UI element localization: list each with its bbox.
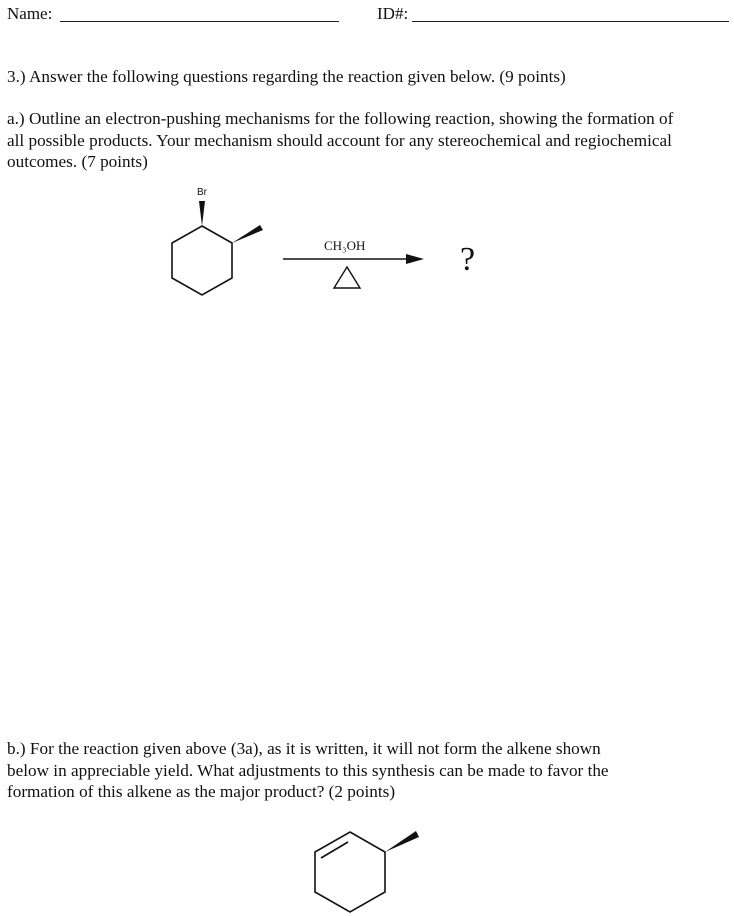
part-a-line-3: outcomes. (7 points)	[7, 152, 148, 171]
reaction-arrow-group	[283, 238, 424, 288]
name-blank[interactable]	[60, 21, 339, 22]
part-b-line-2: below in appreciable yield. What adjustments to this synthesis can be made to favor the	[7, 760, 609, 780]
part-a-line-2: all possible products. Your mechanism should account for any stereochemical and regiochemical	[7, 130, 672, 150]
question-3-title: 3.) Answer the following questions regarding the reaction given below. (9 points)	[7, 67, 566, 86]
bromine-label: Br	[197, 187, 207, 198]
bromine-wedge-bond	[199, 201, 205, 226]
reactant-structure	[172, 187, 263, 295]
cyclohexene-ring	[315, 832, 385, 912]
reagent-label: CH₃OH	[324, 238, 366, 253]
product-unknown: ?	[460, 241, 476, 278]
double-bond-line	[321, 842, 348, 858]
part-a-line-1: a.) Outline an electron-pushing mechanisms for the following reaction, showing the formation of	[7, 109, 674, 128]
alkene-methyl-wedge-bond	[385, 831, 419, 852]
part-a-text	[7, 108, 673, 173]
part-b-text	[7, 738, 609, 803]
heat-delta-icon	[334, 267, 360, 288]
reaction-scheme	[0, 180, 734, 310]
name-label: Name:	[7, 4, 53, 23]
cyclohexane-ring	[172, 226, 232, 295]
part-b-line-3: formation of this alkene as the major product? (2 points)	[7, 782, 396, 801]
id-blank[interactable]	[412, 21, 729, 22]
target-alkene	[0, 820, 734, 916]
part-b-line-1: b.) For the reaction given above (3a), as it is written, it will not form the alkene shown	[7, 739, 601, 758]
id-label: ID#:	[377, 4, 409, 23]
reaction-arrow-head	[406, 254, 424, 264]
methyl-wedge-bond	[232, 225, 263, 243]
